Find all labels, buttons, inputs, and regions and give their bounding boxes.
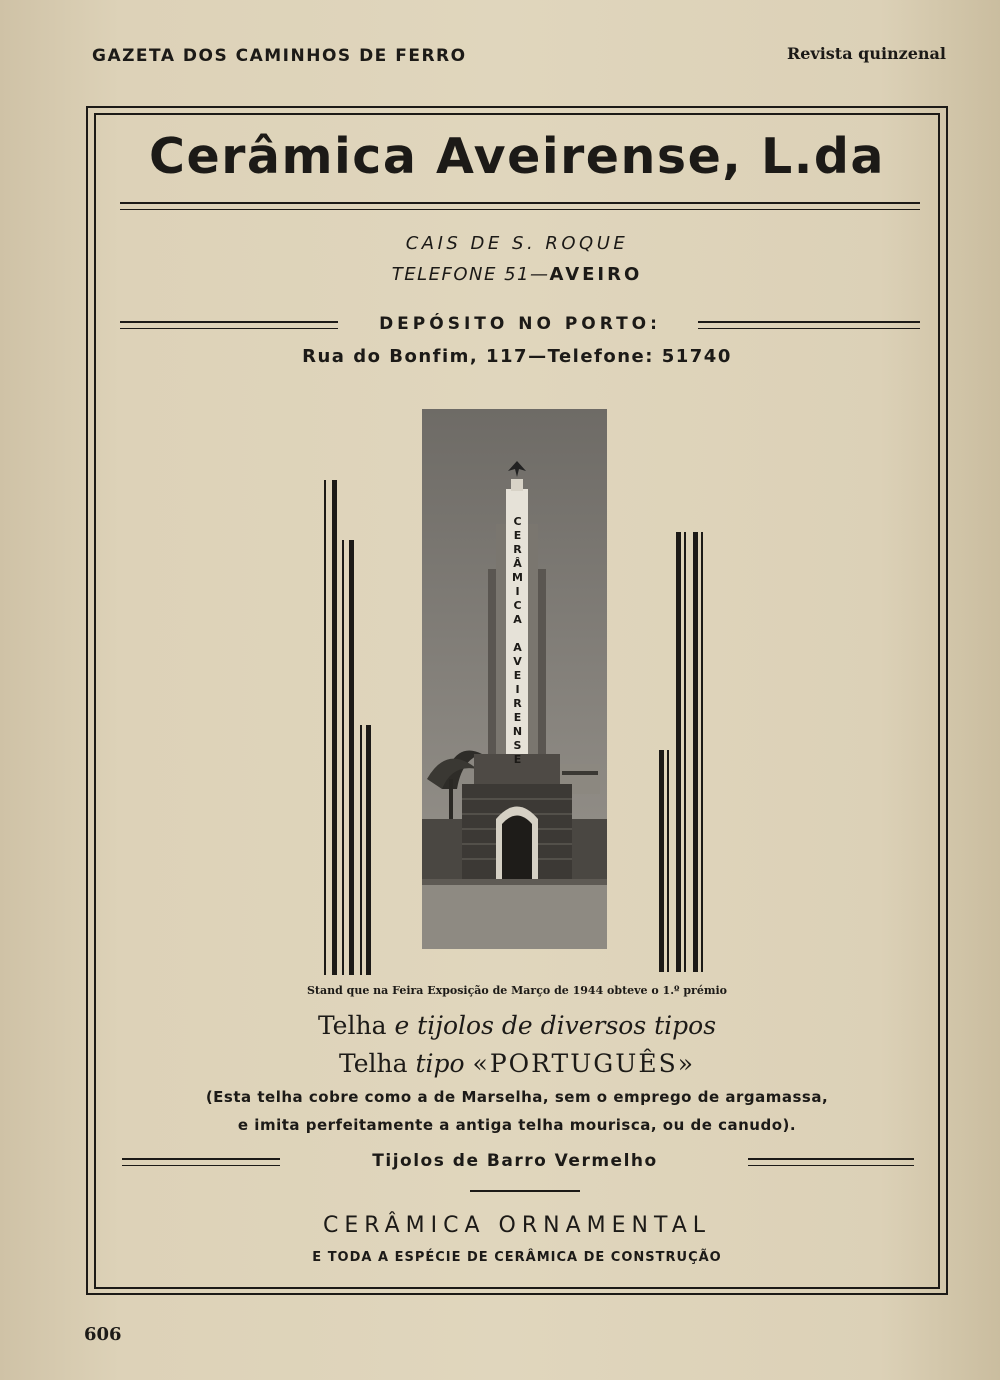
bricks-rule-right <box>748 1158 914 1166</box>
product-line-tiles-bricks <box>94 1011 940 1040</box>
decorative-bars-left <box>322 480 377 975</box>
page-number: 606 <box>84 1324 122 1345</box>
address-phone-line <box>94 264 940 285</box>
publication-title: GAZETA DOS CAMINHOS DE FERRO <box>92 46 467 66</box>
exhibition-stand-photo <box>422 409 607 949</box>
brand-name: Cerâmica Aveirense, L.da <box>149 128 885 185</box>
short-divider <box>470 1190 580 1192</box>
address-separator: — <box>529 264 550 285</box>
red-clay-bricks: Tijolos de Barro Vermelho <box>372 1151 658 1171</box>
product2-type: tipo <box>415 1049 465 1078</box>
photo-caption: Stand que na Feira Exposição de Março de 1944 obteve o 1.º prémio <box>306 984 727 997</box>
deposit-rule-right <box>698 321 920 329</box>
ornamental-ceramics: CERÂMICA ORNAMENTAL <box>322 1213 712 1238</box>
address-phone: TELEFONE 51 <box>391 264 530 285</box>
product2-word: Telha <box>339 1049 408 1078</box>
tile-note-line-1: (Esta telha cobre como a de Marselha, sem o emprego de argamassa, <box>205 1088 829 1106</box>
address-city: AVEIRO <box>549 264 643 285</box>
decorative-bars-right <box>655 532 710 972</box>
construction-ceramics: E TODA A ESPÉCIE DE CERÂMICA DE CONSTRUÇÃO <box>312 1250 722 1265</box>
tile-note-line-2: e imita perfeitamente a antiga telha mourisca, ou de canudo). <box>237 1116 797 1134</box>
publication-frequency: Revista quinzenal <box>786 44 946 63</box>
deposit-rule-left <box>120 321 338 329</box>
product-line-portugues-tile <box>94 1049 940 1078</box>
tower-lettering: CERÂMICA AVEIRENSE <box>511 515 524 767</box>
product2-name: «PORTUGUÊS» <box>472 1049 695 1078</box>
product1-rest: e tijolos de diversos tipos <box>394 1011 717 1040</box>
bricks-rule-left <box>122 1158 280 1166</box>
product1-word: Telha <box>317 1011 387 1040</box>
brand-underline <box>120 202 920 210</box>
deposit-title: DEPÓSITO NO PORTO: <box>379 314 661 334</box>
address-line: CAIS DE S. ROQUE <box>405 233 629 254</box>
deposit-address: Rua do Bonfim, 117—Telefone: 51740 <box>302 346 732 367</box>
